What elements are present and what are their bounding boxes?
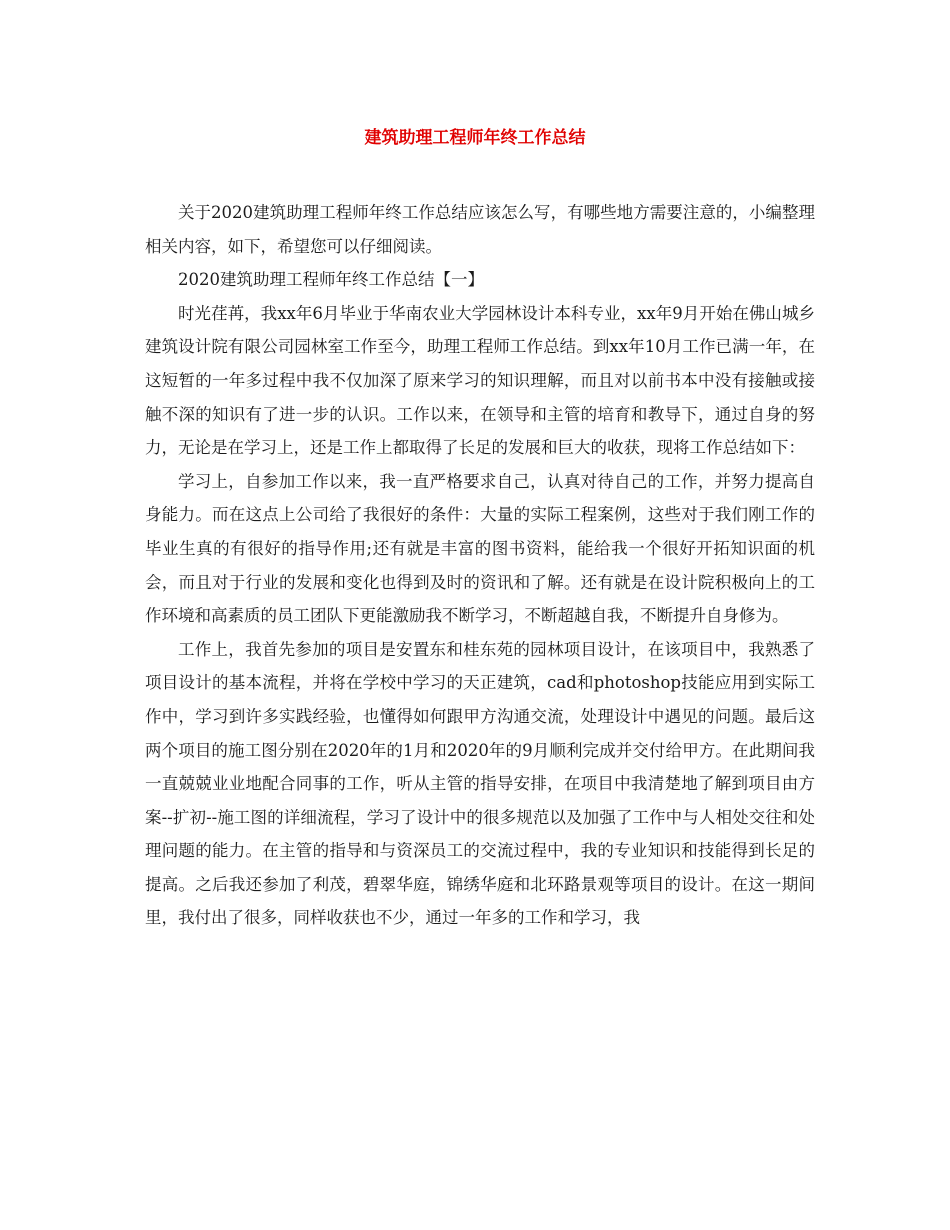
paragraph-background: 时光荏苒，我xx年6月毕业于华南农业大学园林设计本科专业，xx年9月开始在佛山城乡建筑设计院有限公司园林室工作至今，助理工程师工作总结。到xx年10月工作已满一年，在这短暂的一年多过程中我不仅加深了原来学习的知识理解，而且对以前书本中没有接触或接触不深的知识有了进一步的认识。工作以来，在领导和主管的培育和教导下，通过自身的努力，无论是在学习上，还是工作上都取得了长足的发展和巨大的收获，现将工作总结如下： xyxy=(145,303,815,458)
document-title: 建筑助理工程师年终工作总结 xyxy=(364,128,586,148)
paragraph-section-heading: 2020建筑助理工程师年终工作总结【一】 xyxy=(178,270,484,290)
paragraph-study: 学习上，自参加工作以来，我一直严格要求自己，认真对待自己的工作，并努力提高自身能力。而在这点上公司给了我很好的条件：大量的实际工程案例，这些对于我们刚工作的毕业生真的有很好的指导作用;还有就是丰富的图书资料，能给我一个很好开拓知识面的机会，而且对于行业的发展和变化也得到及时的资讯和了解。还有就是在设计院积极向上的工作环境和高素质的员工团队下更能激励我不断学习，不断超越自我，不断提升自身修为。 xyxy=(145,471,815,626)
paragraph-work: 工作上，我首先参加的项目是安置东和桂东苑的园林项目设计，在该项目中，我熟悉了项目设计的基本流程，并将在学校中学习的天正建筑，cad和photoshop技能应用到实际工作中，学习到许多实践经验，也懂得如何跟甲方沟通交流，处理设计中遇见的问题。最后这两个项目的施工图分别在2020年的1月和2020年的9月顺利完成并交付给甲方。在此期间我一直兢兢业业地配合同事的工作，听从主管的指导安排，在项目中我清楚地了解到项目由方案--扩初--施工图的详细流程，学习了设计中的很多规范以及加强了工作中与人相处交往和处理问题的能力。在主管的指导和与资深员工的交流过程中，我的专业知识和技能得到长足的提高。之后我还参加了利茂，碧翠华庭，锦绣华庭和北环路景观等项目的设计。在这一期间里，我付出了很多，同样收获也不少，通过一年多的工作和学习，我 xyxy=(145,639,815,928)
document-body xyxy=(145,196,815,935)
paragraph-intro: 关于2020建筑助理工程师年终工作总结应该怎么写，有哪些地方需要注意的，小编整理相关内容，如下，希望您可以仔细阅读。 xyxy=(145,203,815,256)
